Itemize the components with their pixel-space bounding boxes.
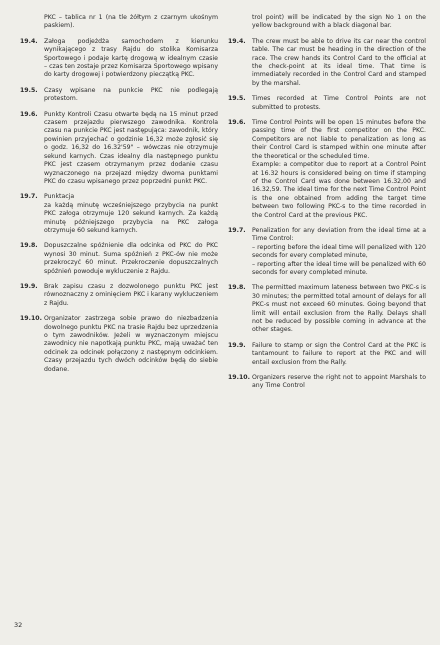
section-text: Time Control Points will be open 15 minutes before the passing time of the first competitor on the PKC. Competitors are not liable to penalization as long as their Control Card is stamped within one minute after the theoretical or the scheduled time. Example: a competitor due to report at a Control Point at 16.32 hours is considered being on time if stamping of the Control Card was done between 16.32,00 and 16.32,59. The ideal time for the next Time Control Point is the one obtained from adding the target time between two following PKC-s to the time recorded in the Control Card at the previous PKC. bbox=[252, 119, 426, 219]
section-number: 19.7. bbox=[228, 226, 246, 234]
section-number: 19.8. bbox=[20, 242, 38, 250]
english-intro: trol point) will be indicated by the sign No 1 on the yellow background with a black diagonal bar. bbox=[252, 14, 426, 30]
section-number: 19.7. bbox=[20, 193, 38, 201]
section-number: 19.4. bbox=[20, 37, 38, 45]
section-item bbox=[20, 38, 218, 80]
section-item bbox=[228, 119, 426, 220]
section-number: 19.6. bbox=[20, 110, 38, 118]
section-item bbox=[20, 315, 218, 374]
page-number: 32 bbox=[14, 621, 23, 629]
section-item bbox=[20, 242, 218, 276]
section-text: Penalization for any deviation from the ideal time at a Time Control: – reporting before the ideal time will penalized with 120 seconds for every completed minute, – reporting after the ideal time will be penalized with 60 seconds for every completed minute. bbox=[252, 226, 426, 276]
section-item bbox=[20, 87, 218, 104]
section-item bbox=[20, 283, 218, 308]
section-text: Załoga podjeżdża samochodem z kierunku wynikającego z trasy Rajdu do stolika Komisarza Sportowego i podaje kartę drogową w idealnym czasie – czas ten zostaje przez Komisarza Sportowego wpisany do karty drogowej i potwierdzony pieczątką PKC. bbox=[44, 37, 218, 79]
section-text: The crew must be able to drive its car near the control table. The car must be heading in the direction of the race. The crew hands its Control Card to the official at the check-point at its ideal time. That time is immediately recorded in the Control Card and stamped by the marshal. bbox=[252, 37, 426, 87]
section-item bbox=[228, 284, 426, 334]
section-number: 19.9. bbox=[228, 341, 246, 349]
section-number: 19.10. bbox=[228, 374, 250, 382]
section-text: Brak zapisu czasu z dozwolonego punktu PKC jest równoznaczny z ominięciem PKC i karany wykluczeniem z Rajdu. bbox=[44, 282, 218, 307]
section-text: Punktacja za każdą minutę wcześniejszego przybycia na punkt PKC załoga otrzymuje 120 sekund karnych. Za każdą minutę późniejszego przybycia na PKC załoga otrzymuje 60 sekund karnych. bbox=[44, 193, 218, 234]
section-item bbox=[228, 227, 426, 277]
section-text: Organizers reserve the right not to appoint Marshals to any Time Control bbox=[252, 374, 426, 390]
section-number: 19.10. bbox=[20, 315, 42, 323]
english-column bbox=[228, 14, 426, 398]
section-text: Punkty Kontroli Czasu otwarte będą na 15 minut przed czasem przejazdu pierwszego zawodnika. Kontrola czasu na punkcie PKC jest następująca: zawodnik, który powinien przyjechać o godzinie 16,32 może zgłosić się o godz. 16,32 do 16.32'59" – wówczas nie otrzymuje sekund karnych. Czas idealny dla następnego punktu PKC jest czasem otrzymanym przez dodanie czasu wyznaczonego na przejazd między dwoma punktami PKC do czasu wpisanego przez poprzedni punkt PKC. bbox=[44, 110, 218, 185]
section-number: 19.8. bbox=[228, 284, 246, 292]
section-text: The permitted maximum lateness between two PKC-s is 30 minutes; the permitted total amount of delays for all PKC-s must not exceed 60 minutes. Going beyond that limit will entail exclusion from the Rally. Delays shall not be reduced by possible coming in advance at the other stages. bbox=[252, 284, 426, 334]
section-number: 19.5. bbox=[20, 86, 38, 94]
section-text: Dopuszczalne spóźnienie dla odcinka od PKC do PKC wynosi 30 minut. Suma spóźnień z PKC-ów nie może przekroczyć 60 minut. Przekroczenie dopuszczalnych spóźnień powoduje wykluczenie z Rajdu. bbox=[44, 242, 218, 275]
section-item bbox=[228, 38, 426, 88]
section-text: Failure to stamp or sign the Control Card at the PKC is tantamount to failure to report at the PKC and will entail exclusion from the Rally. bbox=[252, 341, 426, 366]
section-item bbox=[20, 193, 218, 235]
section-number: 19.5. bbox=[228, 95, 246, 103]
english-items bbox=[228, 38, 426, 391]
section-number: 19.9. bbox=[20, 282, 38, 290]
section-text: Times recorded at Time Control Points are not submitted to protests. bbox=[252, 95, 426, 111]
section-item bbox=[228, 95, 426, 112]
section-text: Organizator zastrzega sobie prawo do niezbadzenia dowolnego punktu PKC na trasie Rajdu bez uprzedzenia o tym zawodników. Jeżeli w wyznaczonym miejscu zawodnicy nie napotkają punktu PKC, mają uważać ten odcinek za odcinek połączony z następnym odcinkiem. Czasy przejazdu tych dwóch odcinków będą do siebie dodane. bbox=[44, 315, 218, 373]
section-number: 19.4. bbox=[228, 37, 246, 45]
section-number: 19.6. bbox=[228, 119, 246, 127]
polish-items bbox=[20, 38, 218, 374]
section-item bbox=[228, 342, 426, 367]
polish-column bbox=[20, 14, 218, 381]
section-item bbox=[20, 111, 218, 187]
section-item bbox=[228, 374, 426, 391]
section-text: Czasy wpisane na punkcie PKC nie podlegają protestom. bbox=[44, 86, 218, 103]
polish-intro: PKC – tablica nr 1 (na tle żółtym z czarnym ukośnym paskiem). bbox=[44, 14, 218, 30]
